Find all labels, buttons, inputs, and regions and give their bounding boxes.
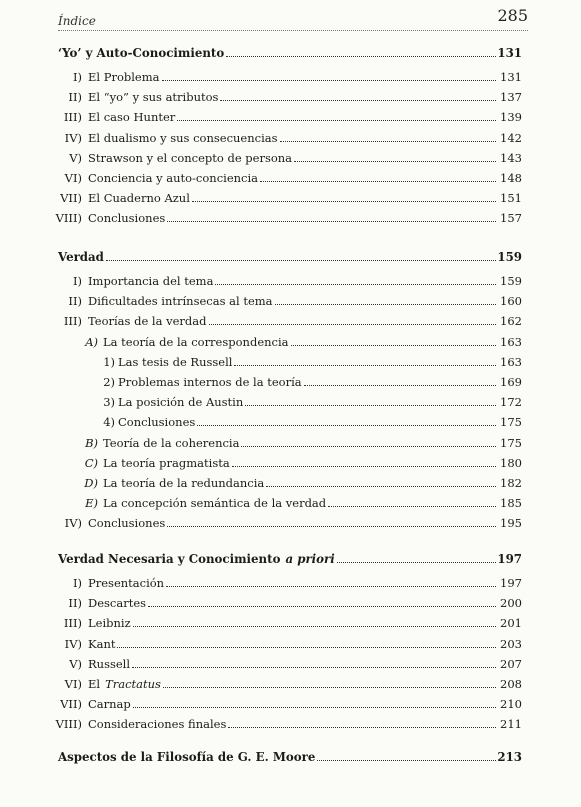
toc-entry (0, 312, 581, 330)
dot-leader (317, 760, 496, 761)
dot-leader (294, 161, 496, 162)
toc-entry-leader (118, 413, 496, 431)
entry-label: El dualismo y sus consecuencias (88, 130, 278, 145)
entry-label: El “yo” y sus atributos (88, 90, 219, 105)
entry-number: I) (72, 576, 82, 590)
toc-entry-leader (58, 748, 496, 766)
entry-number: II) (68, 294, 82, 309)
entry-number: E) (85, 496, 98, 511)
toc-entry-leader (88, 655, 496, 673)
dot-leader (260, 181, 496, 182)
section-title-italic: a priori (285, 552, 335, 566)
toc-entry (0, 272, 581, 290)
dot-leader (117, 647, 496, 648)
entry-label: Presentación (88, 576, 165, 590)
entry-number: IV) (64, 636, 82, 651)
entry-page-number: 142 (500, 130, 522, 145)
running-header (58, 6, 528, 31)
entry-number: D) (84, 476, 98, 490)
dot-leader (133, 707, 496, 708)
toc-entry (0, 614, 581, 632)
entry-label: La concepción semántica de la verdad (103, 496, 327, 511)
dot-leader (215, 284, 496, 285)
toc-entry (0, 189, 581, 207)
entry-number: VI) (64, 677, 82, 691)
dot-leader (167, 221, 496, 222)
entry-number: B) (85, 435, 98, 450)
toc-entry-leader (88, 594, 496, 612)
entry-page-number: 197 (500, 576, 522, 590)
toc-entry (0, 169, 581, 187)
entry-number: VI) (64, 171, 82, 185)
dot-leader (304, 385, 496, 386)
dot-leader (275, 304, 496, 305)
entry-label: Kant (88, 636, 116, 651)
dot-leader (280, 141, 496, 142)
toc-entry-leader (118, 393, 496, 411)
toc-entry-leader (88, 574, 496, 592)
entry-page-number: 203 (500, 636, 522, 651)
dot-leader (226, 56, 496, 57)
entry-label: Conclusiones (88, 211, 166, 226)
section-title: Aspectos de la Filosofía de G. E. Moore (58, 750, 316, 764)
dot-leader (328, 506, 496, 507)
entry-label: Dificultades intrínsecas al tema (88, 294, 273, 309)
entry-number: C) (84, 455, 98, 470)
toc-entry (0, 108, 581, 126)
entry-page-number: 175 (500, 415, 522, 430)
entry-page-number: 180 (500, 455, 522, 470)
toc-entry-leader (58, 248, 496, 266)
section-page-number: 213 (497, 750, 522, 764)
toc-entry (0, 88, 581, 106)
entry-label: El (88, 677, 101, 691)
toc-section-heading (0, 550, 581, 568)
dot-leader (234, 365, 496, 366)
toc-entry (0, 333, 581, 351)
entry-page-number: 172 (500, 395, 522, 410)
dot-leader (197, 425, 496, 426)
entry-label: Leibniz (88, 616, 131, 631)
entry-number: A) (85, 334, 98, 349)
toc-entry (0, 695, 581, 713)
dot-leader (132, 667, 496, 668)
entry-label: Consideraciones finales (88, 717, 227, 732)
entry-label: Teorías de la verdad (88, 314, 207, 329)
entry-page-number: 139 (500, 110, 522, 125)
entry-page-number: 169 (500, 375, 522, 389)
toc-entry (0, 353, 581, 371)
toc-entry (0, 675, 581, 693)
entry-number: I) (72, 70, 82, 84)
dot-leader (133, 626, 496, 627)
toc-entry-leader (88, 635, 496, 653)
toc-entry (0, 292, 581, 310)
toc-entry (0, 574, 581, 592)
toc-entry (0, 129, 581, 147)
dot-leader (220, 100, 496, 101)
entry-label: Conclusiones (118, 415, 196, 430)
toc-entry-leader (88, 292, 496, 310)
entry-page-number: 163 (500, 354, 522, 369)
entry-label: La teoría pragmatista (103, 455, 230, 470)
dot-leader (266, 486, 496, 487)
entry-label: El Problema (88, 70, 160, 84)
toc-entry (0, 373, 581, 391)
entry-page-number: 208 (500, 677, 522, 691)
entry-number: IV) (64, 130, 82, 145)
entry-label: Russell (88, 656, 131, 671)
entry-number: III) (63, 616, 82, 631)
entry-page-number: 175 (500, 435, 522, 450)
toc-entry (0, 454, 581, 472)
entry-number: VIII) (55, 211, 82, 226)
entry-page-number: 159 (500, 274, 522, 288)
dot-leader (337, 562, 496, 563)
toc-entry-leader (88, 149, 496, 167)
entry-number: III) (63, 314, 82, 329)
entry-page-number: 143 (500, 150, 522, 165)
dot-leader (245, 405, 496, 406)
section-page-number: 159 (497, 250, 522, 264)
toc-entry (0, 594, 581, 612)
entry-number: II) (68, 90, 82, 105)
toc-entry-leader (88, 108, 496, 126)
section-page-number: 197 (497, 552, 522, 566)
toc-entry-leader (88, 209, 496, 227)
toc-entry-leader (88, 514, 496, 532)
entry-number: IV) (64, 516, 82, 531)
entry-number: 3) (103, 395, 115, 410)
toc-entry (0, 68, 581, 86)
entry-label: Carnap (88, 697, 131, 712)
dot-leader (167, 526, 496, 527)
toc-entry-leader (103, 454, 496, 472)
entry-page-number: 201 (500, 616, 522, 631)
entry-label: Strawson y el concepto de persona (88, 150, 293, 165)
toc-entry-leader (88, 68, 496, 86)
toc-entry-leader (88, 695, 496, 713)
dot-leader (163, 687, 496, 688)
toc-entry (0, 635, 581, 653)
toc-entry (0, 413, 581, 431)
entry-label: Descartes (88, 596, 147, 611)
toc-entry-leader (88, 272, 496, 290)
dot-leader (232, 466, 496, 467)
dot-leader (148, 606, 496, 607)
entry-label: La posición de Austin (118, 395, 244, 410)
toc-entry-leader (88, 169, 496, 187)
section-title: Verdad Necesaria y Conocimiento (58, 552, 281, 566)
entry-number: 2) (103, 375, 115, 389)
toc-entry (0, 514, 581, 532)
toc-entry-leader (88, 129, 496, 147)
toc-section-heading (0, 248, 581, 266)
toc-entry-leader (103, 333, 496, 351)
entry-label: Conciencia y auto-conciencia (88, 171, 259, 185)
toc-entry-leader (88, 189, 496, 207)
toc-entry (0, 434, 581, 452)
entry-number: VIII) (55, 717, 82, 732)
entry-page-number: 211 (500, 717, 522, 732)
toc-entry-leader (103, 494, 496, 512)
entry-page-number: 160 (500, 294, 522, 309)
dot-leader (106, 260, 496, 261)
entry-page-number: 207 (500, 656, 522, 671)
entry-label: Las tesis de Russell (118, 354, 233, 369)
toc-entry (0, 655, 581, 673)
entry-page-number: 157 (500, 211, 522, 226)
entry-page-number: 163 (500, 334, 522, 349)
dot-leader (162, 80, 497, 81)
toc-section-heading (0, 748, 581, 766)
toc-entry-leader (118, 373, 496, 391)
entry-page-number: 148 (500, 171, 522, 185)
entry-number: 1) (103, 354, 115, 369)
entry-label: El Cuaderno Azul (88, 191, 190, 206)
toc-entry-leader (88, 614, 496, 632)
entry-number: VII) (60, 191, 82, 206)
entry-number: VII) (60, 697, 82, 712)
dot-leader (228, 727, 496, 728)
toc-entry-leader (88, 715, 496, 733)
entry-label-italic: Tractatus (105, 677, 161, 691)
entry-page-number: 151 (500, 191, 522, 206)
toc-entry-leader (103, 474, 496, 492)
entry-page-number: 131 (500, 70, 522, 84)
entry-label: Conclusiones (88, 516, 166, 531)
entry-number: I) (72, 274, 82, 288)
entry-page-number: 200 (500, 596, 522, 611)
header-title: Índice (58, 14, 96, 28)
toc-entry-leader (88, 675, 496, 693)
toc-entry (0, 474, 581, 492)
toc-entry-leader (118, 353, 496, 371)
entry-label: Problemas internos de la teoría (118, 375, 302, 389)
toc-entry (0, 209, 581, 227)
dot-leader (166, 586, 496, 587)
dot-leader (241, 446, 496, 447)
entry-label: Importancia del tema (88, 274, 214, 288)
entry-label: La teoría de la redundancia (103, 476, 265, 490)
toc-section-heading (0, 44, 581, 62)
toc-entry-leader (88, 88, 496, 106)
entry-number: 4) (103, 415, 115, 430)
entry-label: El caso Hunter (88, 110, 176, 125)
entry-number: V) (69, 150, 82, 165)
section-page-number: 131 (497, 46, 522, 60)
toc-entry (0, 393, 581, 411)
section-title: ‘Yo’ y Auto-Conocimiento (58, 46, 225, 60)
section-title: Verdad (58, 250, 104, 264)
toc-entry (0, 494, 581, 512)
toc-entry-leader (103, 434, 496, 452)
toc-entry-leader (58, 550, 496, 568)
entry-page-number: 137 (500, 90, 522, 105)
entry-number: III) (63, 110, 82, 125)
dot-leader (291, 345, 496, 346)
entry-page-number: 195 (500, 516, 522, 531)
entry-label: Teoría de la coherencia (103, 435, 240, 450)
entry-page-number: 182 (500, 476, 522, 490)
entry-number: V) (69, 656, 82, 671)
dot-leader (209, 324, 497, 325)
toc-entry (0, 149, 581, 167)
toc-entry-leader (58, 44, 496, 62)
entry-page-number: 162 (500, 314, 522, 329)
toc-entry (0, 715, 581, 733)
header-page-number: 285 (497, 6, 528, 25)
entry-number: II) (68, 596, 82, 611)
entry-label: La teoría de la correspondencia (103, 334, 289, 349)
entry-page-number: 185 (500, 496, 522, 511)
dot-leader (177, 120, 496, 121)
entry-page-number: 210 (500, 697, 522, 712)
toc-entry-leader (88, 312, 496, 330)
dot-leader (192, 201, 496, 202)
